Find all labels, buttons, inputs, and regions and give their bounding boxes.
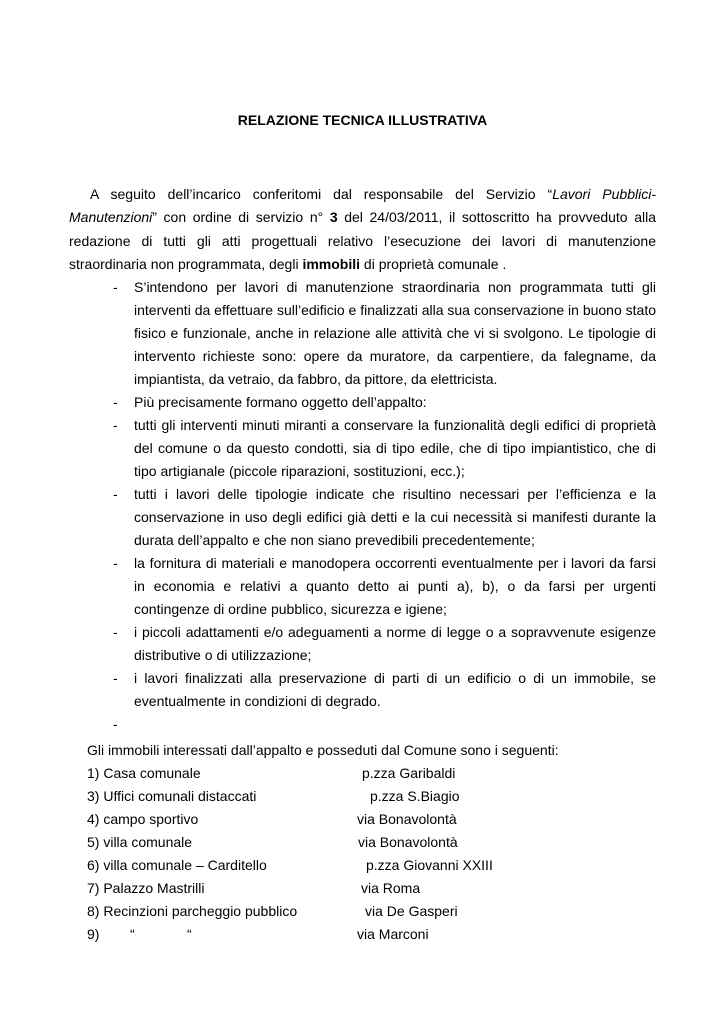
list-item (69, 276, 656, 391)
document-title: RELAZIONE TECNICA ILLUSTRATIVA (237, 112, 488, 128)
immobile-row (87, 785, 607, 808)
list-item-text: i lavori finalizzati alla preservazione di parti di un edificio o di un immobile, se eventualmente in condizioni di degrado. (134, 670, 656, 709)
intro-paragraph (69, 183, 656, 276)
list-item (69, 483, 656, 552)
dash-bullet: - (113, 670, 118, 686)
ditto-mark: “ (130, 926, 135, 942)
list-item-text: tutti gli interventi minuti miranti a conservare la funzionalità degli edifici di proprietà del comune o da questo condotti, sia di tipo edile, che di tipo impiantistico, che di tipo artigianale (piccole riparazioni, sostituzioni, ecc.); (134, 417, 656, 479)
ditto-mark: “ (187, 926, 192, 942)
immobile-row (87, 854, 607, 877)
intro-text-4: di proprietà comunale . (360, 255, 507, 272)
immobile-name: 8) Recinzioni parcheggio pubblico (87, 903, 298, 919)
immobili-intro: Gli immobili interessati dall’appalto e posseduti dal Comune sono i seguenti: (87, 742, 559, 758)
list-item-text: S’intendono per lavori di manutenzione straordinaria non programmata tutti gli interventi da effettuare sull’edificio e finalizzati alla sua conservazione in buono stato fisico e funzionale, anche in relazione alle attività che vi si svolgono. Le tipologie di intervento richieste sono: opere da muratore, da carpentiere, da falegname, da impiantista, da vetraio, da fabbro, da pittore, da elettricista. (134, 279, 656, 387)
interventions-list (69, 276, 656, 736)
list-item-empty (69, 713, 656, 736)
immobile-address: via De Gasperi (365, 903, 458, 919)
immobile-address: p.zza S.Biagio (370, 788, 460, 804)
immobile-address: p.zza Giovanni XXIII (366, 857, 493, 873)
dash-bullet: - (113, 624, 118, 640)
service-name: Lavori Pubblici-Manutenzioni (69, 186, 656, 226)
list-item-text: la fornitura di materiali e manodopera occorrenti eventualmente per i lavori da farsi in economia e relativi a quanto detto ai punti a), b), o da farsi per urgenti contingenze di ordine pubblico, sicurezza e igiene; (134, 555, 656, 617)
intro-text-3: del 24/03/2011, il sottoscritto ha provveduto alla redazione di tutti gli atti progettuali relativo l’esecuzione dei lavori di manutenzione straordinaria non programmata, degli (69, 209, 656, 272)
immobile-name: 9) (87, 926, 100, 942)
dash-bullet: - (113, 417, 118, 433)
dash-bullet: - (113, 279, 118, 295)
immobile-row (87, 831, 607, 854)
intro-text-2: ” con ordine di servizio n° (152, 209, 330, 226)
dash-bullet: - (113, 486, 118, 502)
immobile-name: 1) Casa comunale (87, 765, 201, 781)
immobile-name: 7) Palazzo Mastrilli (87, 880, 205, 896)
list-item (69, 621, 656, 667)
intro-text-1: A seguito dell’incarico conferitomi dal responsabile del Servizio “ (90, 186, 553, 202)
immobile-address: p.zza Garibaldi (362, 765, 456, 781)
list-item (69, 391, 656, 414)
immobile-name: 5) villa comunale (87, 834, 193, 850)
immobile-name: 4) campo sportivo (87, 811, 199, 827)
immobili-word: immobili (302, 255, 361, 272)
list-item (69, 414, 656, 483)
list-item-text: i piccoli adattamenti e/o adeguamenti a norme di legge o a sopravvenute esigenze distributive o di utilizzazione; (134, 624, 656, 663)
immobile-row (87, 808, 607, 831)
immobile-row (87, 762, 607, 785)
list-item-text: tutti i lavori delle tipologie indicate che risultino necessari per l’efficienza e la conservazione in uso degli edifici già detti e la cui necessità si manifesti durante la durata dell’appalto e che non siano prevedibili precedentemente; (134, 486, 656, 548)
dash-bullet: - (113, 555, 118, 571)
dash-bullet: - (113, 716, 118, 732)
order-number: 3 (329, 209, 338, 226)
immobili-list (87, 762, 607, 946)
list-item (69, 552, 656, 621)
immobile-row (87, 900, 607, 923)
list-item (69, 667, 656, 713)
immobile-address: via Roma (361, 880, 421, 896)
immobile-row (87, 923, 607, 946)
immobile-address: via Bonavolontà (358, 834, 458, 850)
immobile-row (87, 877, 607, 900)
immobile-address: via Marconi (357, 926, 429, 942)
dash-bullet: - (113, 394, 118, 410)
immobile-name: 6) villa comunale – Carditello (87, 857, 267, 873)
immobile-name: 3) Uffici comunali distaccati (87, 788, 257, 804)
list-item-text: Più precisamente formano oggetto dell’appalto: (134, 394, 427, 410)
immobile-address: via Bonavolontà (357, 811, 457, 827)
